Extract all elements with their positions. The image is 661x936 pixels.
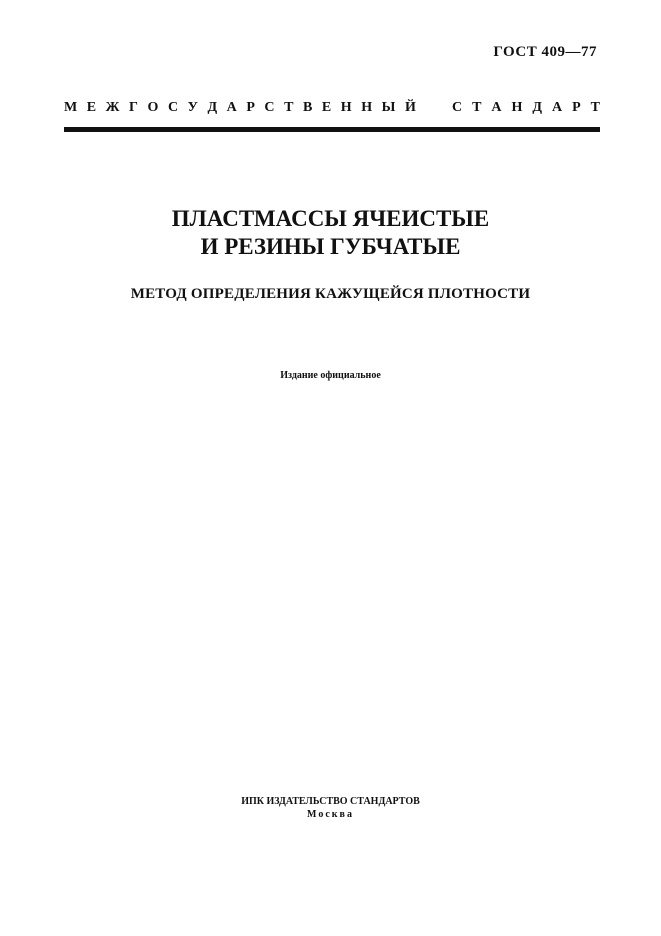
standard-header-word-1 bbox=[64, 100, 416, 116]
header-letter: А bbox=[491, 100, 502, 115]
header-letter: Т bbox=[472, 100, 482, 115]
publisher-block bbox=[0, 795, 661, 821]
header-letter: Р bbox=[572, 100, 581, 115]
document-subtitle: МЕТОД ОПРЕДЕЛЕНИЯ КАЖУЩЕЙСЯ ПЛОТНОСТИ bbox=[130, 286, 531, 302]
header-letter: Й bbox=[404, 100, 416, 115]
header-letter: Т bbox=[590, 100, 600, 115]
header-letter: Д bbox=[532, 100, 542, 115]
header-letter: Е bbox=[321, 100, 332, 115]
header-letter: Т bbox=[284, 100, 294, 115]
header-letter: Н bbox=[361, 100, 373, 115]
edition-note: Издание официальное bbox=[280, 370, 381, 381]
document-title bbox=[0, 205, 661, 261]
header-letter: Р bbox=[246, 100, 255, 115]
header-letter: Н bbox=[340, 100, 352, 115]
title-line-1: ПЛАСТМАССЫ ЯЧЕИСТЫЕ bbox=[171, 206, 490, 231]
header-letter: У bbox=[187, 100, 198, 115]
header-letter: О bbox=[147, 100, 159, 115]
header-letter: Д bbox=[207, 100, 218, 115]
header-letter: М bbox=[64, 100, 78, 115]
header-letter: Н bbox=[511, 100, 523, 115]
header-letter: С bbox=[452, 100, 463, 115]
header-letter: В bbox=[302, 100, 313, 115]
header-letter: Ж bbox=[105, 100, 120, 115]
header-divider-rule bbox=[64, 127, 600, 132]
header-letter: Е bbox=[86, 100, 97, 115]
header-letter: Ы bbox=[381, 100, 396, 115]
standard-header bbox=[64, 100, 600, 116]
header-letter: С bbox=[167, 100, 179, 115]
document-number: ГОСТ 409—77 bbox=[493, 44, 597, 60]
title-line-2: И РЕЗИНЫ ГУБЧАТЫЕ bbox=[200, 234, 461, 259]
standard-header-word-2 bbox=[452, 100, 600, 116]
header-letter: А bbox=[551, 100, 563, 115]
header-letter: Г bbox=[129, 100, 138, 115]
header-letter: А bbox=[226, 100, 237, 115]
header-letter: С bbox=[264, 100, 275, 115]
publisher-name: ИПК ИЗДАТЕЛЬСТВО СТАНДАРТОВ bbox=[241, 796, 420, 807]
publisher-city: Москва bbox=[307, 809, 354, 820]
